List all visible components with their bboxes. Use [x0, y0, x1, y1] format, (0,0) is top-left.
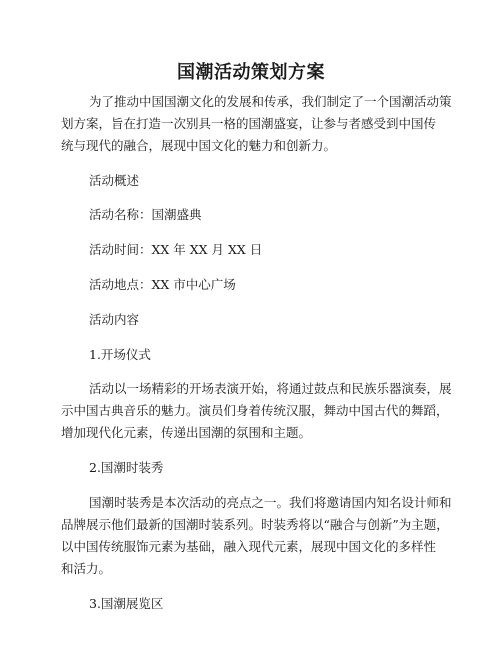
document-title: 国潮活动策划方案 — [177, 62, 325, 83]
activity-time: 活动时间：XX 年 XX 月 XX 日 — [89, 242, 263, 257]
section1-line-2: 示中国古典音乐的魅力。演员们身着传统汉服，舞动中国古代的舞蹈， — [61, 403, 449, 418]
section1-line-1: 活动以一场精彩的开场表演开始，将通过鼓点和民族乐器演奏，展 — [89, 381, 452, 396]
section2-line-3: 以中国传统服饰元素为基础，融入现代元素，展现中国文化的多样性 — [61, 539, 437, 554]
section3-heading: 3.国潮展览区 — [89, 596, 164, 611]
section2-heading: 2.国潮时装秀 — [89, 460, 164, 475]
section2-line-1: 国潮时装秀是本次活动的亮点之一。我们将邀请国内知名设计师和 — [89, 495, 452, 510]
intro-line-3: 统与现代的融合，展现中国文化的魅力和创新力。 — [61, 138, 337, 153]
intro-line-1: 为了推动中国国潮文化的发展和传承，我们制定了一个国潮活动策 — [89, 94, 452, 109]
section1-heading: 1.开场仪式 — [89, 347, 151, 362]
activity-name: 活动名称：国潮盛典 — [89, 207, 202, 222]
section2-line-2: 品牌展示他们最新的国潮时装系列。时装秀将以“融合与创新”为主题， — [61, 517, 449, 532]
intro-line-2: 划方案，旨在打造一次别具一格的国潮盛宴，让参与者感受到中国传 — [61, 116, 437, 131]
section2-line-4: 和活力。 — [61, 561, 112, 576]
overview-heading: 活动概述 — [89, 173, 140, 188]
section1-line-3: 增加现代化元素，传递出国潮的氛围和主题。 — [61, 425, 312, 440]
activity-place: 活动地点：XX 市中心广场 — [89, 277, 236, 292]
content-heading: 活动内容 — [89, 312, 140, 327]
